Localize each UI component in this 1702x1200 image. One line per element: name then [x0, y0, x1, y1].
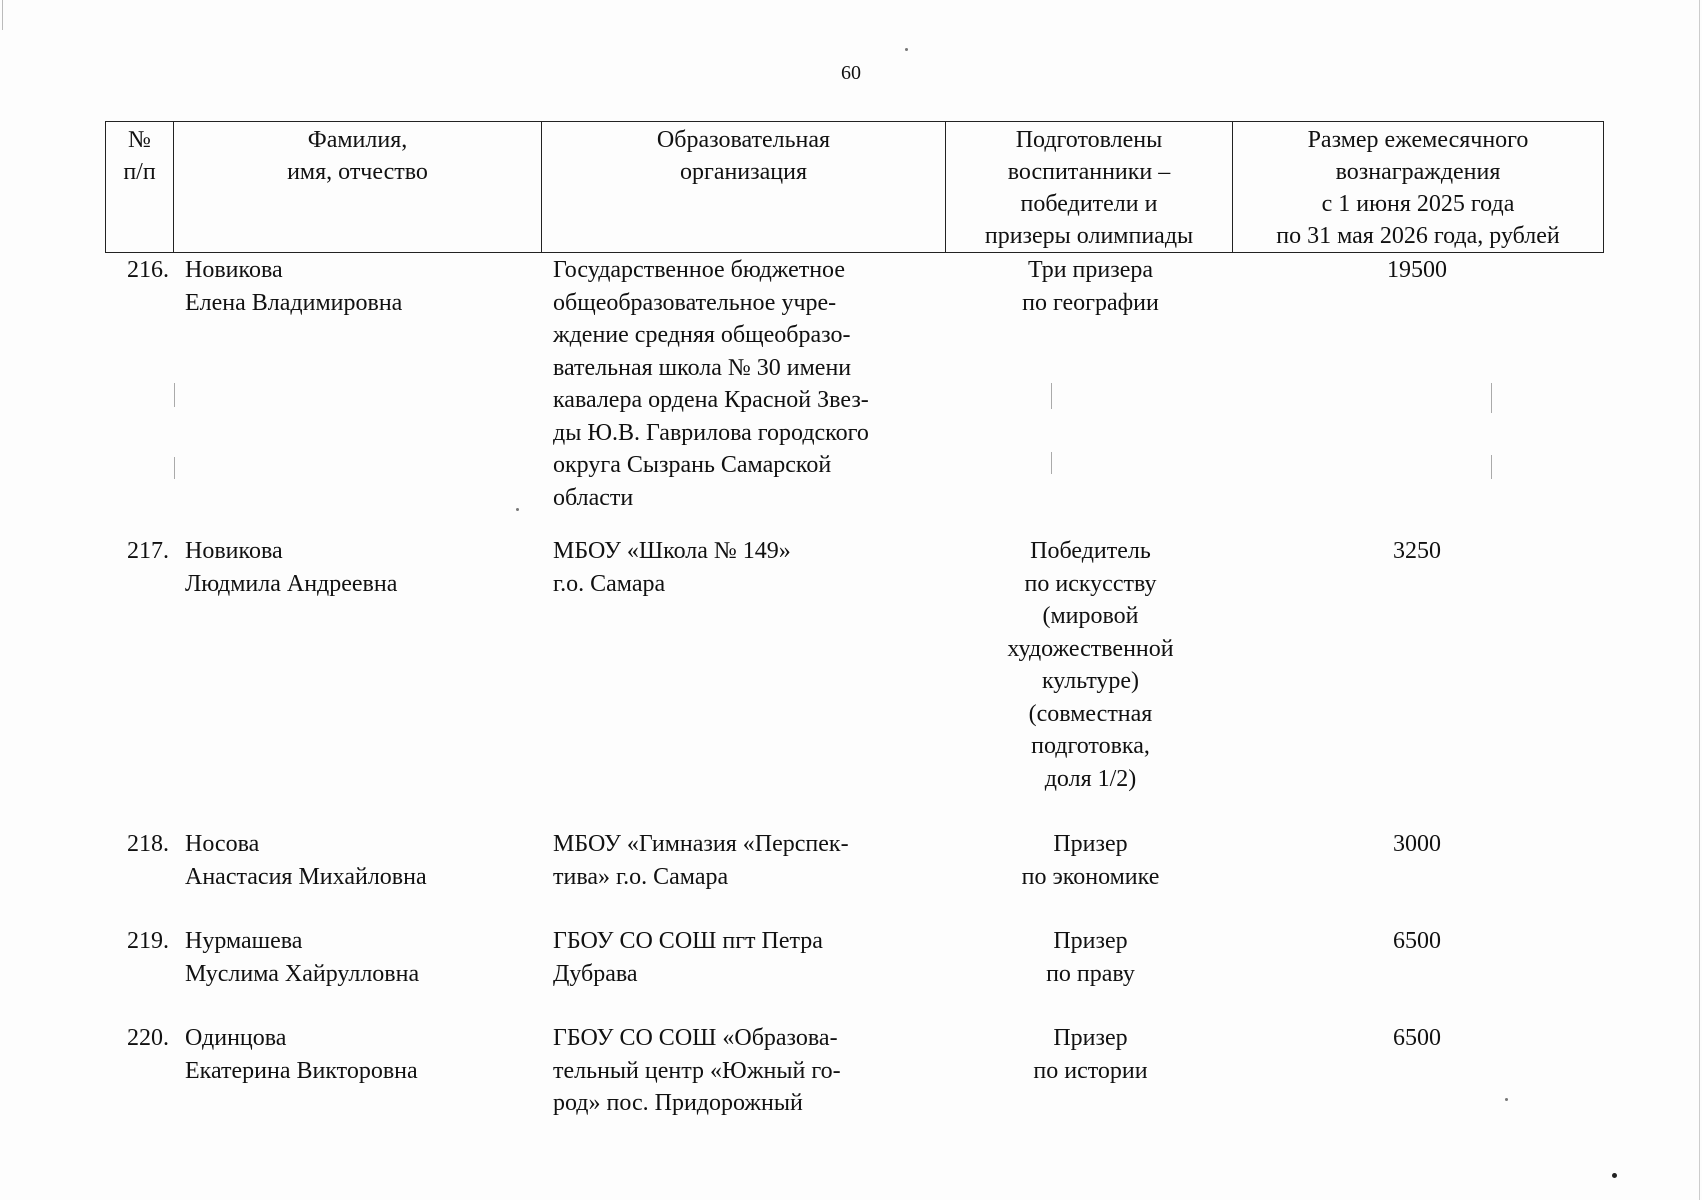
org-line: округа Сызрань Самарской — [553, 452, 832, 478]
person-name: Нурмашева Муслима Хайрулловна — [185, 928, 420, 987]
header-cell-achievement — [946, 122, 1233, 252]
header-cell-organization — [542, 122, 946, 252]
scan-mark — [1491, 383, 1492, 413]
scan-speck — [516, 508, 519, 511]
header-achievement-label: Подготовлены воспитанники – победители и призеры олимпиады — [984, 127, 1194, 249]
scan-speck — [1505, 1098, 1508, 1101]
org-line: кавалера ордена Красной Звез- — [553, 387, 869, 413]
header-organization-label: Образовательная организация — [656, 127, 831, 185]
org-line: ГБОУ СО СОШ пгт Петра — [553, 928, 823, 954]
row-number: 220. — [127, 1025, 169, 1051]
organization — [553, 925, 938, 990]
org-line: МБОУ «Гимназия «Перспек- — [553, 831, 849, 857]
scan-speck — [1612, 1173, 1617, 1178]
org-line: ды Ю.В. Гаврилова городского — [553, 419, 869, 446]
achievement: Призер по экономике — [1021, 831, 1160, 890]
org-line: общеобразовательное учре- — [553, 289, 837, 316]
achievement: Три призера по географии — [1022, 257, 1159, 316]
scan-mark — [174, 383, 175, 407]
org-line: ГБОУ СО СОШ «Образова- — [553, 1025, 838, 1051]
person-name: Новикова Елена Владимировна — [185, 257, 403, 316]
scan-mark — [174, 457, 175, 479]
org-line: вательная школа № 30 имени — [553, 354, 852, 381]
header-cell-amount — [1233, 122, 1603, 252]
person-name: Новикова Людмила Андреевна — [185, 538, 398, 597]
header-name-label: Фамилия, имя, отчество — [287, 127, 428, 185]
scan-speck — [905, 48, 908, 51]
row-number: 217. — [127, 538, 169, 564]
amount: 6500 — [1393, 1025, 1441, 1051]
scan-mark — [1051, 452, 1052, 474]
page-number: 60 — [841, 62, 861, 84]
row-number: 216. — [127, 257, 169, 283]
org-line: ждение средняя общеобразо- — [553, 322, 851, 348]
org-line: МБОУ «Школа № 149» — [553, 538, 791, 564]
org-line: области — [553, 484, 634, 511]
organization — [553, 828, 938, 893]
person-name: Носова Анастасия Михайловна — [185, 831, 427, 890]
header-cell-name — [174, 122, 542, 252]
row-number: 218. — [127, 831, 169, 857]
header-amount-label: Размер ежемесячного вознаграждения с 1 июня 2025 года по 31 мая 2026 года, рублей — [1276, 127, 1560, 249]
org-line: Дубрава — [553, 960, 638, 987]
header-number-label: № п/п — [123, 127, 156, 185]
scan-mark — [1051, 383, 1052, 409]
achievement: Победитель по искусству (мировой художественной культуре) (совместная подготовка, доля 1/2) — [1007, 538, 1174, 792]
amount: 3250 — [1393, 538, 1441, 564]
org-line: тива» г.о. Самара — [553, 863, 729, 890]
org-line: г.о. Самара — [553, 570, 666, 597]
amount: 6500 — [1393, 928, 1441, 954]
row-number: 219. — [127, 928, 169, 954]
organization — [553, 1022, 938, 1120]
scan-mark — [1699, 0, 1700, 1200]
achievement: Призер по истории — [1033, 1025, 1148, 1084]
person-name: Одинцова Екатерина Викторовна — [185, 1025, 418, 1084]
org-line: тельный центр «Южный го- — [553, 1057, 841, 1084]
org-line: род» пос. Придорожный — [553, 1090, 803, 1116]
amount: 19500 — [1387, 257, 1447, 283]
scan-mark — [1491, 455, 1492, 479]
achievement: Призер по праву — [1046, 928, 1135, 987]
header-cell-number — [106, 122, 174, 252]
organization — [553, 535, 938, 600]
org-line: Государственное бюджетное — [553, 257, 845, 283]
amount: 3000 — [1393, 831, 1441, 857]
scan-mark — [2, 0, 3, 30]
organization — [553, 254, 938, 514]
table-header — [105, 121, 1604, 253]
